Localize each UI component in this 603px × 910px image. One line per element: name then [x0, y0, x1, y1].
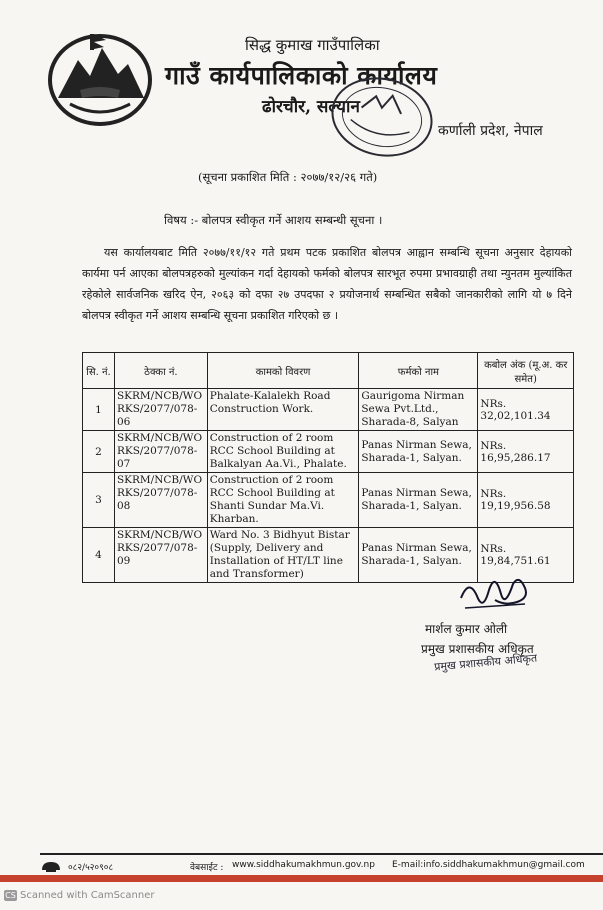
cell-sn: 3 — [83, 473, 115, 528]
footer-website: www.siddhakumakhmun.gov.np — [232, 860, 375, 870]
cell-work-description: Construction of 2 room RCC School Building at Balkalyan Aa.Vi., Phalate. — [207, 431, 359, 473]
cell-bid-amount: NRs. 19,84,751.61 — [478, 528, 574, 583]
notice-body: यस कार्यालयबाट मिति २०७७/११/१२ गते प्रथम पटक प्रकाशित बोलपत्र आह्वान सम्बन्धि सूचना अनुसार देहायको कार्यमा पर्न आएका बोलपत्रहरुको मुल्यांकन गर्दा देहायको फर्मको बोलपत्र सारभूत रुपमा प्रभावग्राही तथा न्युनतम मुल्यांकित रहेकोले सार्वजनिक खरिद ऐन, २०६३ को दफा २७ उपदफा २ प्रयोजनार्थ सम्बन्धित सबैको जानकारीको लागि यो ७ दिने बोलपत्र स्वीकृत गर्ने आशय सम्बन्धि सूचना प्रकाशित गरिएको छ । — [82, 246, 572, 322]
cell-firm-name: Gaurigoma Nirman Sewa Pvt.Ltd., Sharada-8, Salyan — [359, 389, 478, 431]
header-work-description: कामको विवरण — [207, 353, 359, 389]
cell-contract-no: SKRM/NCB/WO RKS/2077/078-09 — [114, 528, 207, 583]
footer — [40, 860, 603, 874]
cell-contract-no: SKRM/NCB/WO RKS/2077/078-06 — [114, 389, 207, 431]
cell-sn: 1 — [83, 389, 115, 431]
footer-phone: ०८२/५२०९०८ — [68, 863, 114, 873]
office-title: गाउँ कार्यपालिकाको कार्यालय — [165, 61, 438, 90]
cell-firm-name: Panas Nirman Sewa, Sharada-1, Salyan. — [359, 473, 478, 528]
camscanner-icon: CS — [5, 891, 16, 900]
table-row — [83, 431, 574, 473]
cell-work-description: Ward No. 3 Bidhyut Bistar (Supply, Delivery and Installation of HT/LT line and Transformer) — [207, 528, 359, 583]
signatory-stamp: प्रमुख प्रशासकीय अधिकृत — [433, 651, 538, 674]
cell-contract-no: SKRM/NCB/WO RKS/2077/078-07 — [114, 431, 207, 473]
header-contract-no: ठेक्का नं. — [114, 353, 207, 389]
signatory-title: प्रमुख प्रशासकीय अधिकृत — [421, 642, 534, 656]
nepal-emblem-icon — [40, 28, 160, 128]
municipality-name: सिद्ध कुमाख गाउँपालिका — [245, 36, 380, 54]
province-name: कर्णाली प्रदेश, नेपाल — [438, 123, 543, 139]
published-date: (सूचना प्रकाशित मिति : २०७७/१२/२६ गते) — [198, 170, 378, 184]
header-bid-amount: कबोल अंक (मू.अ. कर समेत) — [478, 353, 574, 389]
header-firm-name: फर्मको नाम — [359, 353, 478, 389]
footer-accent-bar — [0, 875, 603, 882]
cell-bid-amount: NRs. 32,02,101.34 — [478, 389, 574, 431]
scanner-label: Scanned with CamScanner — [20, 890, 155, 901]
signatory-name: मार्शल कुमार ओली — [425, 622, 508, 636]
cell-work-description: Phalate-Kalalekh Road Construction Work. — [207, 389, 359, 431]
cell-sn: 4 — [83, 528, 115, 583]
cell-firm-name: Panas Nirman Sewa, Sharada-1, Salyan. — [359, 431, 478, 473]
footer-website-label: वेबसाईट : — [190, 863, 224, 873]
handwritten-signature — [455, 568, 535, 618]
cell-work-description: Construction of 2 room RCC School Building at Shanti Sundar Ma.Vi. Kharban. — [207, 473, 359, 528]
cell-bid-amount: NRs. 19,19,956.58 — [478, 473, 574, 528]
table-row — [83, 473, 574, 528]
footer-divider — [40, 853, 603, 855]
scanner-watermark — [4, 890, 155, 901]
cell-bid-amount: NRs. 16,95,286.17 — [478, 431, 574, 473]
table-header-row — [83, 353, 574, 389]
footer-email: E-mail:info.siddhakumakhmun@gmail.com — [392, 860, 585, 870]
cell-firm-name: Panas Nirman Sewa, Sharada-1, Salyan. — [359, 528, 478, 583]
header-sn: सि. नं. — [83, 353, 115, 389]
cell-contract-no: SKRM/NCB/WO RKS/2077/078-08 — [114, 473, 207, 528]
office-seal-stamp — [326, 72, 438, 162]
cell-sn: 2 — [83, 431, 115, 473]
phone-icon — [40, 860, 62, 872]
bid-table — [82, 352, 574, 583]
office-address: ढोरचौर, सल्यान — [262, 97, 360, 117]
notice-subject: विषय :- बोलपत्र स्वीकृत गर्ने आशय सम्बन्धी सूचना । — [164, 213, 383, 227]
table-row — [83, 389, 574, 431]
